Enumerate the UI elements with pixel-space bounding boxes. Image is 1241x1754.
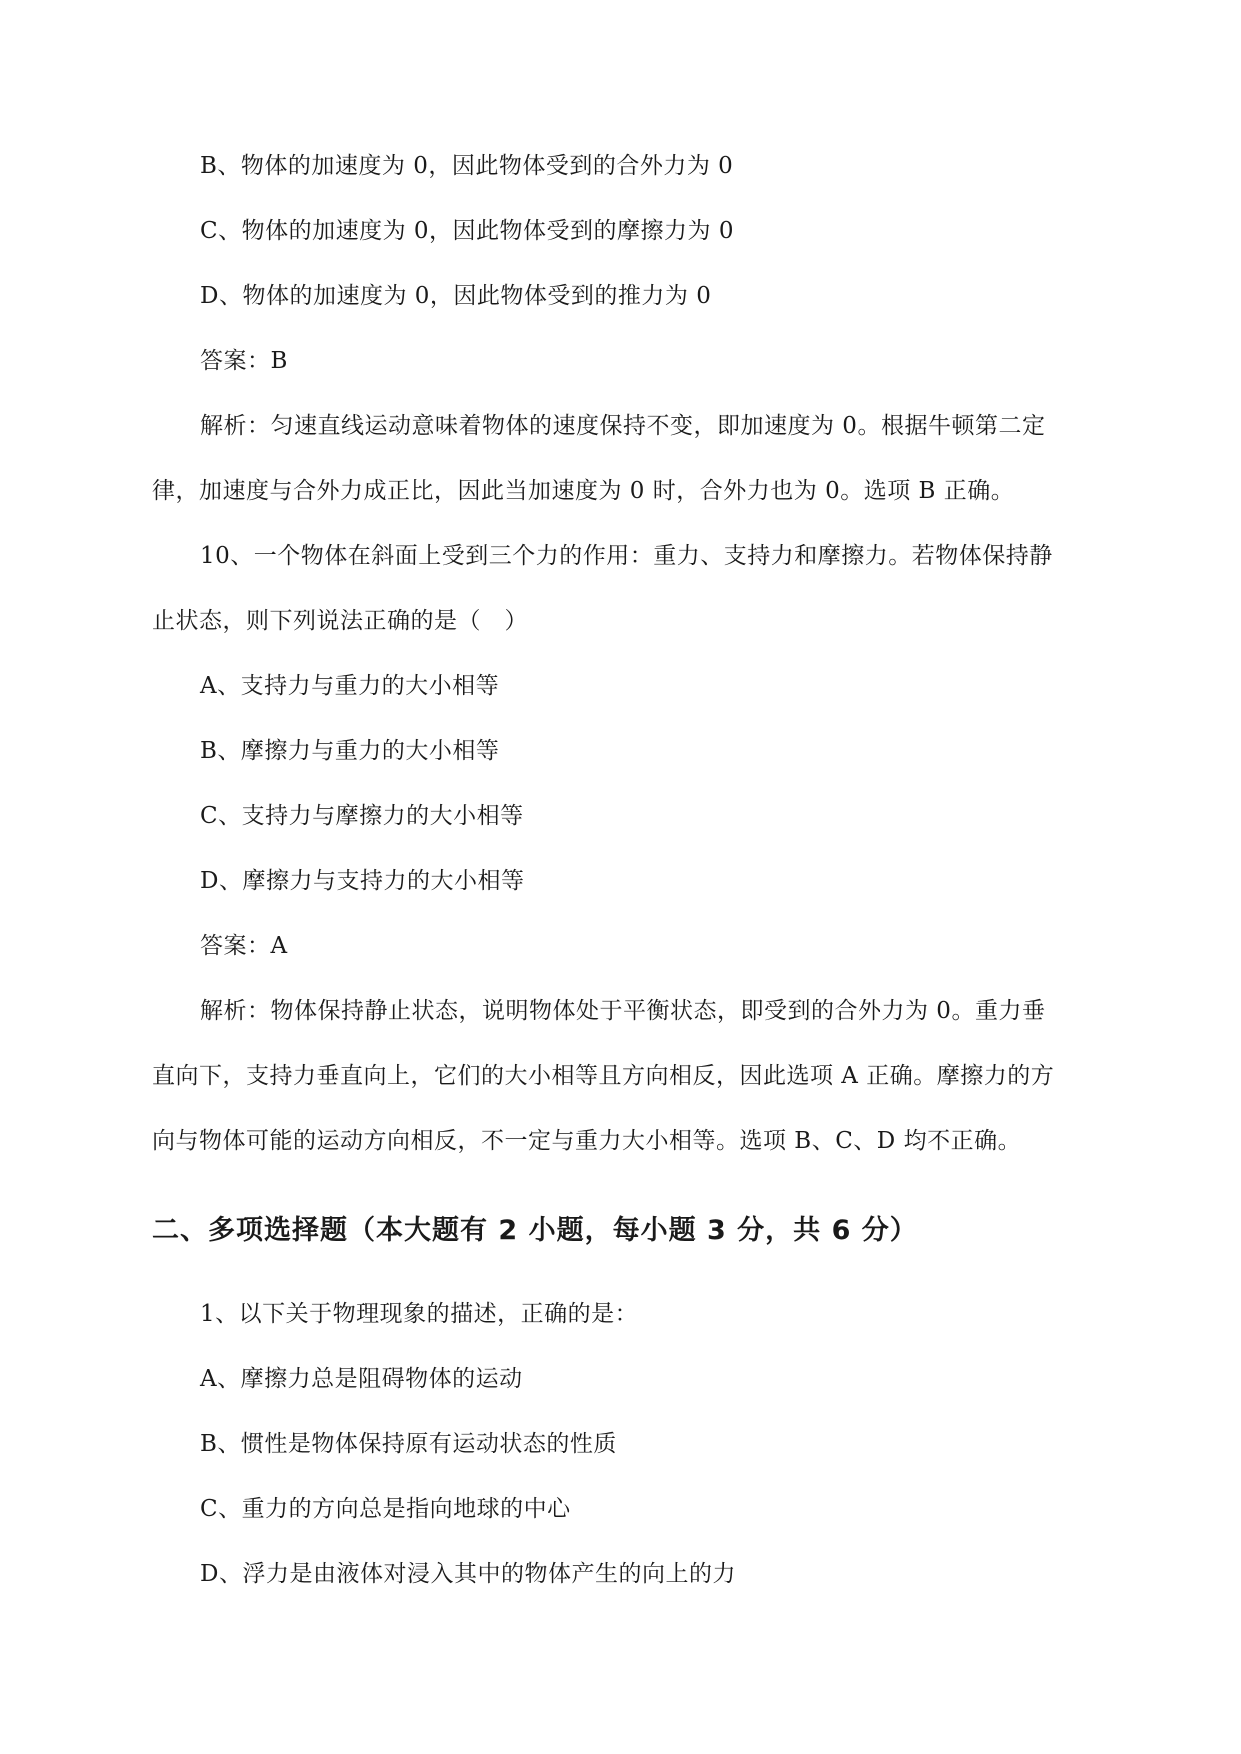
- q9-option-c: C、物体的加速度为 0，因此物体受到的摩擦力为 0: [200, 218, 734, 244]
- q10-answer: 答案：A: [200, 933, 288, 959]
- q9-option-d: D、物体的加速度为 0，因此物体受到的推力为 0: [200, 283, 712, 309]
- q10-stem-line-2: 止状态，则下列说法正确的是（ ）: [152, 608, 528, 634]
- s2-q1-option-d: D、浮力是由液体对浸入其中的物体产生的向上的力: [200, 1561, 736, 1587]
- q9-analysis-line-2: 律，加速度与合外力成正比，因此当加速度为 0 时，合外力也为 0。选项 B 正确。: [152, 478, 1015, 504]
- q10-analysis-line-3: 向与物体可能的运动方向相反，不一定与重力大小相等。选项 B、C、D 均不正确。: [152, 1128, 1022, 1154]
- q10-analysis-line-1: 解析：物体保持静止状态，说明物体处于平衡状态，即受到的合外力为 0。重力垂: [200, 998, 1046, 1024]
- q10-option-c: C、支持力与摩擦力的大小相等: [200, 803, 524, 829]
- s2-q1-option-a: A、摩擦力总是阻碍物体的运动: [200, 1366, 523, 1392]
- q10-option-a: A、支持力与重力的大小相等: [200, 673, 500, 699]
- s2-q1-stem: 1、以下关于物理现象的描述，正确的是：: [200, 1301, 639, 1327]
- q9-analysis-line-1: 解析：匀速直线运动意味着物体的速度保持不变，即加速度为 0。根据牛顿第二定: [200, 413, 1046, 439]
- s2-q1-option-c: C、重力的方向总是指向地球的中心: [200, 1496, 571, 1522]
- section-2-heading: 二、多项选择题（本大题有 2 小题，每小题 3 分，共 6 分）: [152, 1215, 918, 1246]
- s2-q1-option-b: B、惯性是物体保持原有运动状态的性质: [200, 1431, 617, 1457]
- q10-option-b: B、摩擦力与重力的大小相等: [200, 738, 500, 764]
- q9-answer: 答案：B: [200, 348, 288, 374]
- q10-option-d: D、摩擦力与支持力的大小相等: [200, 868, 525, 894]
- q9-option-b: B、物体的加速度为 0，因此物体受到的合外力为 0: [200, 153, 734, 179]
- q10-analysis-line-2: 直向下，支持力垂直向上，它们的大小相等且方向相反，因此选项 A 正确。摩擦力的方: [152, 1063, 1055, 1089]
- q10-stem-line-1: 10、一个物体在斜面上受到三个力的作用：重力、支持力和摩擦力。若物体保持静: [200, 543, 1053, 569]
